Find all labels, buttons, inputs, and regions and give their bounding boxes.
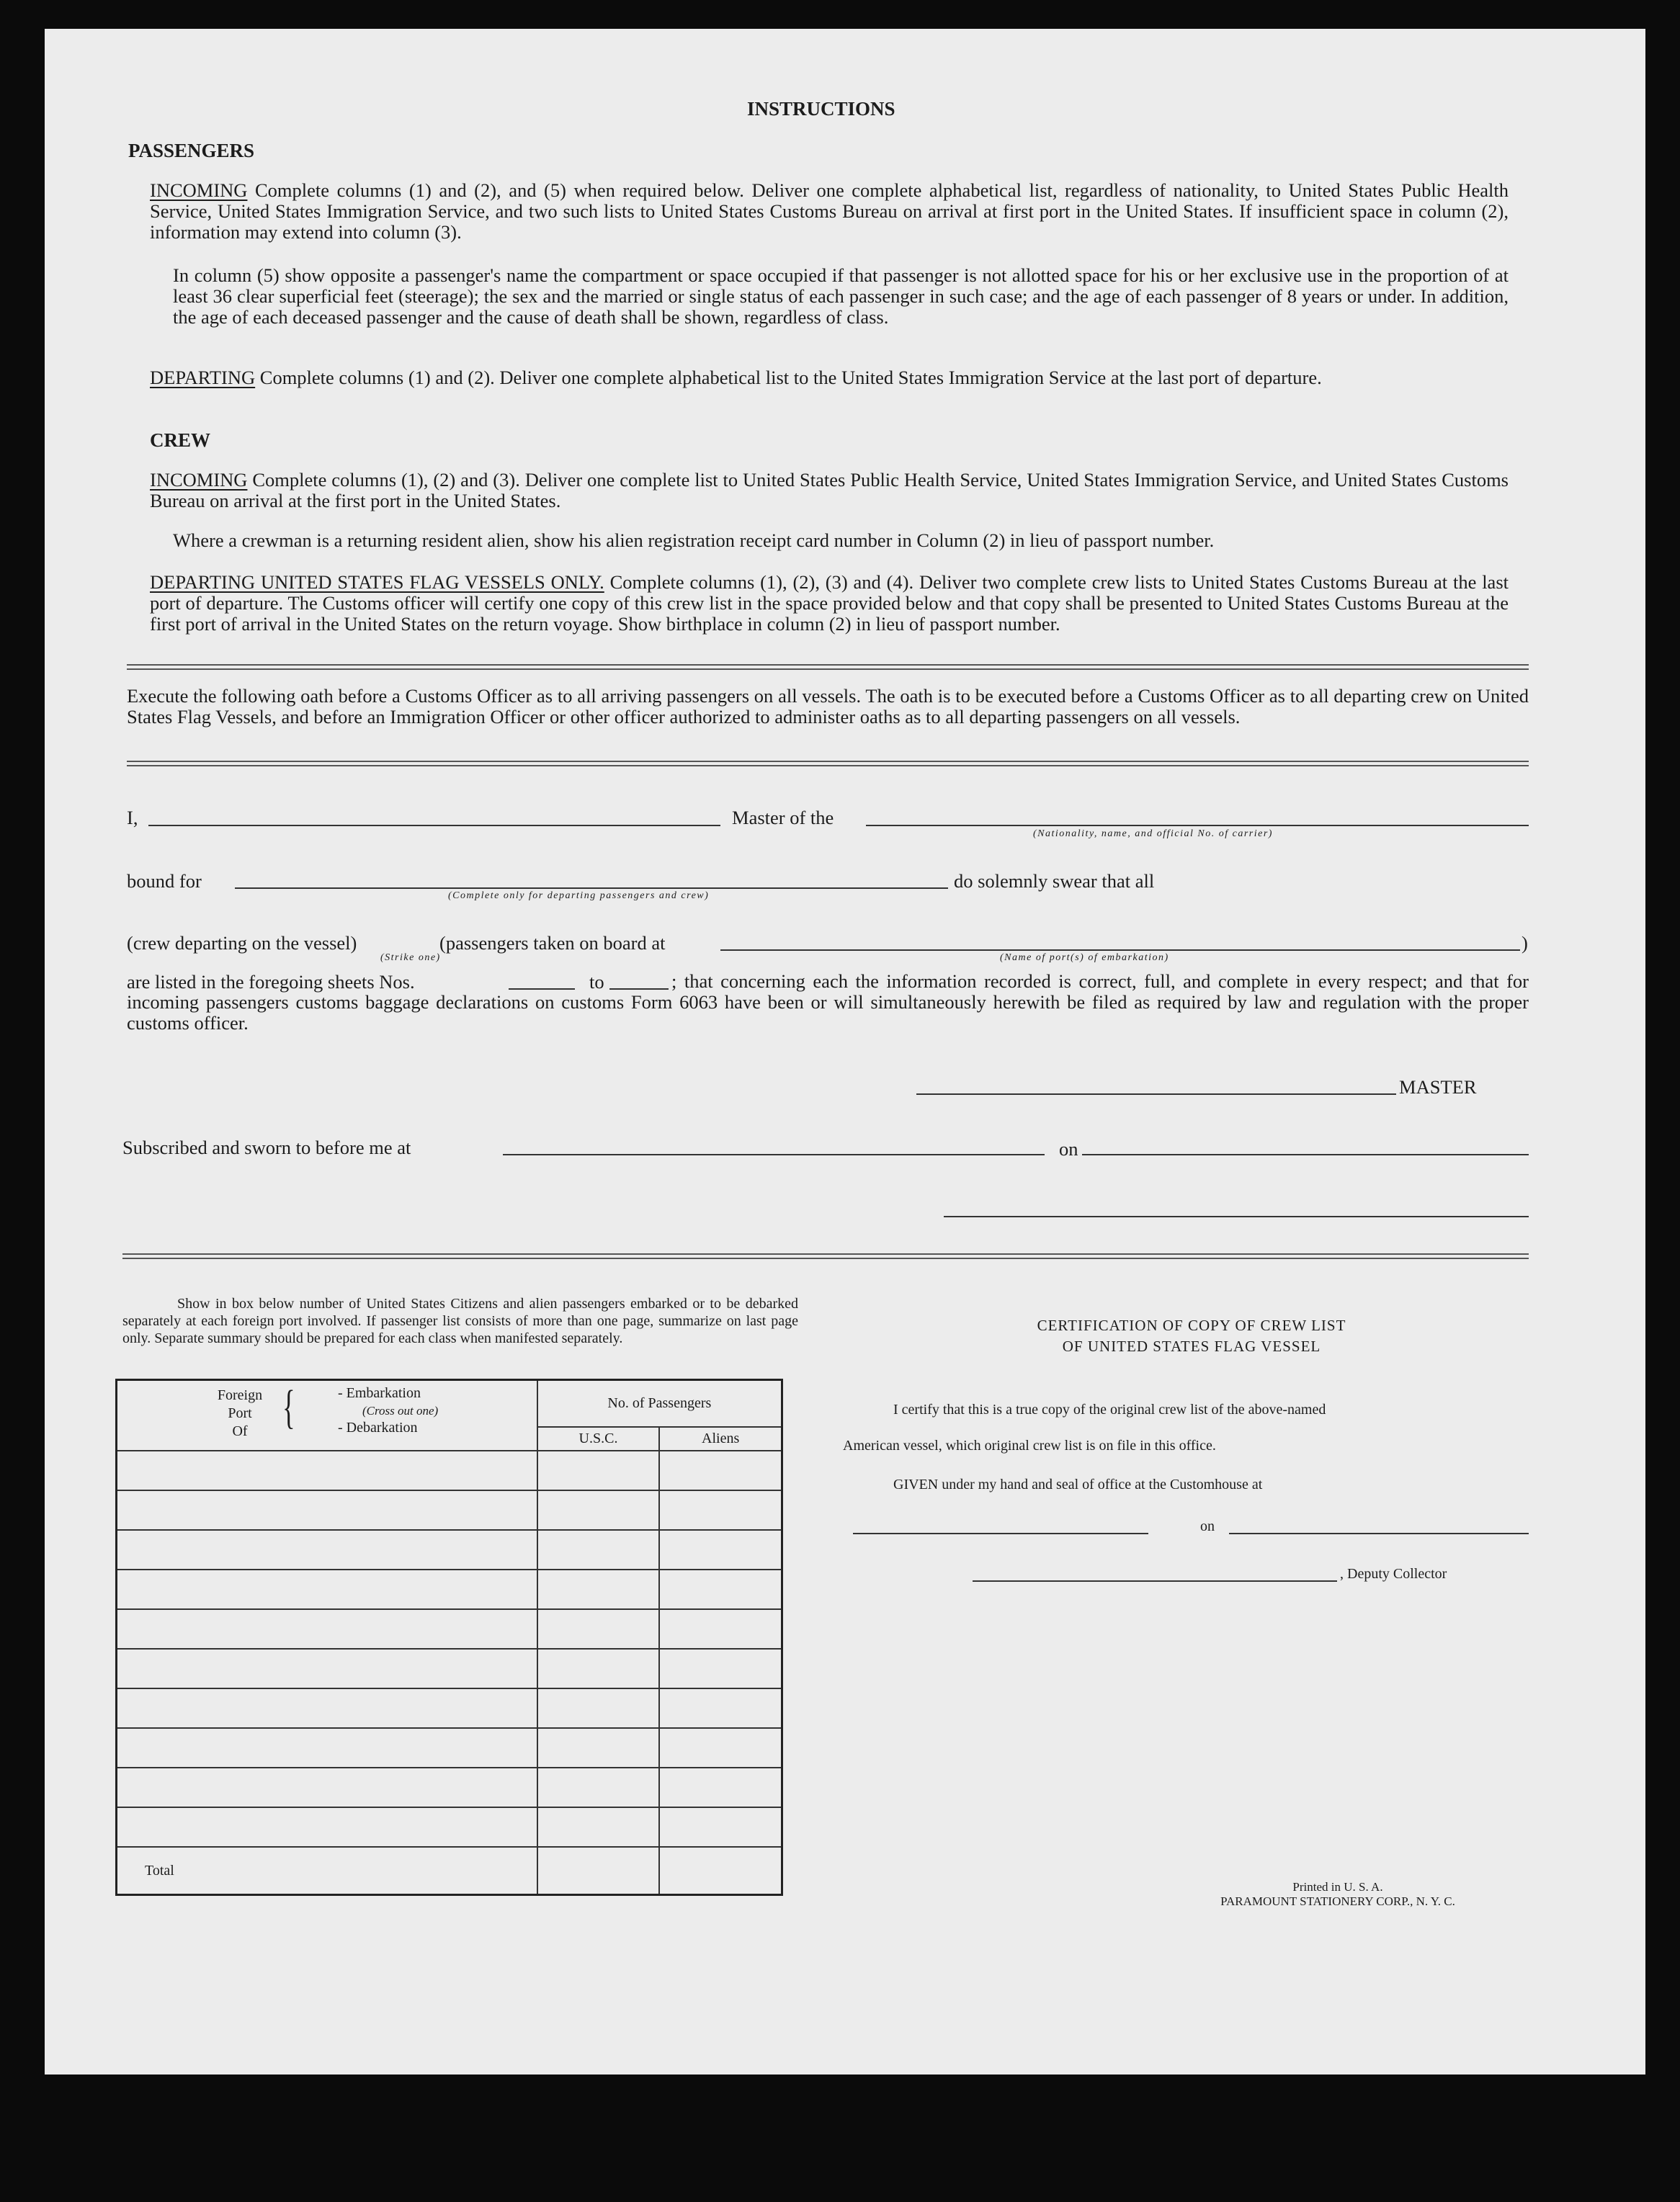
certification-title-line2: OF UNITED STATES FLAG VESSEL [1062,1338,1321,1355]
certification-line2: American vessel, which original crew list is on file in this office. [843,1438,1216,1454]
printer-imprint [1197,1880,1478,1909]
port-cell[interactable] [117,1490,537,1530]
subscribed-text: Subscribed and sworn to before me at [122,1137,411,1158]
table-row [117,1490,782,1530]
usc-cell[interactable] [537,1609,660,1649]
customhouse-field[interactable] [853,1533,1148,1534]
aliens-cell[interactable] [659,1609,782,1649]
bound-for-field[interactable] [235,887,948,889]
aliens-header: Aliens [659,1427,782,1451]
usc-cell[interactable] [537,1490,660,1530]
table-row [117,1649,782,1688]
port-cell[interactable] [117,1768,537,1807]
form-page [45,29,1645,2075]
crew-departing-paragraph [150,572,1509,635]
master-of-the-label: Master of the [732,807,834,828]
aliens-cell[interactable] [659,1490,782,1530]
crew-incoming-label: INCOMING [150,469,248,491]
sworn-on-label: on [1059,1138,1078,1160]
page-title: INSTRUCTIONS [747,98,895,120]
officer-signature-field[interactable] [944,1216,1529,1217]
aliens-cell[interactable] [659,1807,782,1847]
aliens-cell[interactable] [659,1688,782,1728]
foreign-port-header [117,1380,537,1451]
foreign-label: Foreign [217,1387,263,1403]
passengers-incoming-paragraph [150,180,1509,243]
port-cell[interactable] [117,1807,537,1847]
passenger-summary-table [115,1379,783,1896]
usc-cell[interactable] [537,1570,660,1609]
summary-instructions: Show in box below number of United States Citizens and alien passengers embarked or to be debarked separately at each foreign port involved. If passenger list consists of more than one page, summarize on last page only. Separate summary should be prepared for each class when manifested separately. [122,1296,798,1346]
crew-incoming-text: Complete columns (1), (2) and (3). Deliver one complete list to United States Public Health Service, United States Immigration Service, and United States Customs Bureau on arrival at the first port in the United States. [150,469,1509,511]
port-cell[interactable] [117,1570,537,1609]
table-row [117,1807,782,1847]
usc-cell[interactable] [537,1530,660,1570]
usc-cell[interactable] [537,1768,660,1807]
no-of-passengers-header: No. of Passengers [537,1380,782,1427]
printer-line1: Printed in U. S. A. [1292,1880,1383,1894]
table-header-row [117,1380,782,1427]
crew-departing-label: DEPARTING UNITED STATES FLAG VESSELS ONLY. [150,571,604,593]
embarkation-port-field[interactable] [720,949,1520,951]
close-paren: ) [1522,932,1528,954]
table-row [117,1768,782,1807]
table-row [117,1688,782,1728]
total-aliens-cell[interactable] [659,1847,782,1895]
usc-header: U.S.C. [537,1427,660,1451]
oath-divider [127,761,1529,766]
passengers-column5-paragraph: In column (5) show opposite a passenger's name the compartment or space occupied if that passenger is not allotted space for his or her exclusive use in the proportion of at least 36 clear superficial feet (steerage); the sex and the married or single status of each passenger in such case; and the age of each passenger of 8 years or under. In addition, the age of each deceased passenger and the cause of death shall be shown, regardless of class. [173,264,1509,328]
aliens-cell[interactable] [659,1768,782,1807]
master-signature-field[interactable] [916,1093,1396,1095]
oath-intro-paragraph: Execute the following oath before a Customs Officer as to all arriving passengers on all vessels. The oath is to be executed before a Customs Officer as to all departing crew on United States Flag Vessels, and before an Immigration Officer or other officer authorized to administer oaths as to all departing passengers on all vessels. [127,685,1529,728]
crew-incoming-paragraph [150,470,1509,511]
table-row [117,1451,782,1490]
port-cell[interactable] [117,1728,537,1768]
passengers-departing-text: Complete columns (1) and (2). Deliver one complete alphabetical list to the United States Immigration Service at the last port of departure. [259,367,1322,388]
master-name-field[interactable] [148,825,720,826]
crew-alien-paragraph: Where a crewman is a returning resident alien, show his alien registration receipt card number in Column (2) in lieu of passport number. [173,529,1215,551]
usc-cell[interactable] [537,1451,660,1490]
port-cell[interactable] [117,1649,537,1688]
table-row [117,1728,782,1768]
aliens-cell[interactable] [659,1728,782,1768]
deputy-collector-signature-field[interactable] [973,1580,1337,1582]
embarkation-caption: (Name of port(s) of embarkation) [1000,952,1169,963]
total-row [117,1847,782,1895]
port-cell[interactable] [117,1530,537,1570]
swear-text: do solemnly swear that all [954,870,1155,892]
foreign-port-of-label [207,1387,272,1441]
crew-departing-option[interactable]: (crew departing on the vessel) [127,932,357,954]
usc-cell[interactable] [537,1807,660,1847]
strike-one-caption: (Strike one) [380,952,441,963]
usc-cell[interactable] [537,1688,660,1728]
lower-divider [122,1253,1529,1259]
usc-cell[interactable] [537,1649,660,1688]
brace-icon: { [282,1381,295,1433]
certification-title [978,1315,1405,1357]
port-cell[interactable] [117,1688,537,1728]
port-cell[interactable] [117,1609,537,1649]
aliens-cell[interactable] [659,1570,782,1609]
passengers-heading: PASSENGERS [128,140,255,161]
crew-heading: CREW [150,429,211,451]
to-label: to [589,971,604,993]
certification-on-label: on [1200,1518,1215,1534]
oath-i-label: I, [127,807,138,828]
embarkation-option[interactable]: - Embarkation [338,1385,421,1401]
port-cell[interactable] [117,1451,537,1490]
listed-prefix: are listed in the foregoing sheets Nos. [127,971,415,993]
certification-date-field[interactable] [1229,1533,1529,1534]
bound-for-label: bound for [127,870,202,892]
bound-for-caption: (Complete only for departing passengers and crew) [448,890,710,901]
table-row [117,1570,782,1609]
total-label: Total [117,1847,537,1895]
table-row [117,1530,782,1570]
cross-out-caption: (Cross out one) [362,1404,439,1418]
passengers-departing-paragraph [150,367,1509,388]
deputy-collector-label: , Deputy Collector [1340,1566,1447,1582]
table-row [117,1609,782,1649]
passengers-incoming-label: INCOMING [150,179,248,201]
aliens-cell[interactable] [659,1649,782,1688]
crew-departing-text: Complete columns (1), (2), (3) and (4). Deliver two complete crew lists to United States Customs Bureau at the last port of departure. The Customs officer will certify one copy of this crew list in the space provided below and that copy shall be presented to United States Customs Bureau at the first port of arrival in the United States on the return voyage. Show birthplace in column (2) in lieu of passport number. [150,571,1509,635]
carrier-caption: (Nationality, name, and official No. of carrier) [1033,828,1273,839]
certification-line1: I certify that this is a true copy of the original crew list of the above-named [893,1402,1326,1418]
aliens-cell[interactable] [659,1451,782,1490]
passengers-departing-label: DEPARTING [150,367,256,388]
sworn-date-field[interactable] [1082,1154,1529,1155]
listed-text: ; that concerning each the information recorded is correct, full, and complete in every respect; and that for incoming passengers customs baggage declarations on customs Form 6063 have been or will simultaneously herewith be filed as required by law and regulation with the proper customs officer. [127,970,1529,1034]
total-usc-cell[interactable] [537,1847,660,1895]
debarkation-option[interactable]: - Debarkation [338,1420,418,1436]
sworn-place-field[interactable] [503,1154,1045,1155]
certification-title-line1: CERTIFICATION OF COPY OF CREW LIST [1037,1317,1346,1334]
certification-line3: GIVEN under my hand and seal of office at the Customhouse at [893,1477,1263,1492]
port-label: Port [228,1405,252,1421]
aliens-cell[interactable] [659,1530,782,1570]
master-label: MASTER [1399,1076,1477,1098]
usc-cell[interactable] [537,1728,660,1768]
printer-line2: PARAMOUNT STATIONERY CORP., N. Y. C. [1220,1894,1455,1908]
carrier-field[interactable] [866,825,1529,826]
passengers-taken-option[interactable]: (passengers taken on board at [439,932,666,954]
section-divider [127,664,1529,670]
passengers-incoming-text: Complete columns (1) and (2), and (5) when required below. Deliver one complete alphabetical list, regardless of nationality, to United States Public Health Service, United States Immigration Service, and two such lists to United States Customs Bureau on arrival at first port in the United States. If insufficient space in column (2), information may extend into column (3). [150,179,1509,243]
of-label: Of [232,1423,248,1439]
